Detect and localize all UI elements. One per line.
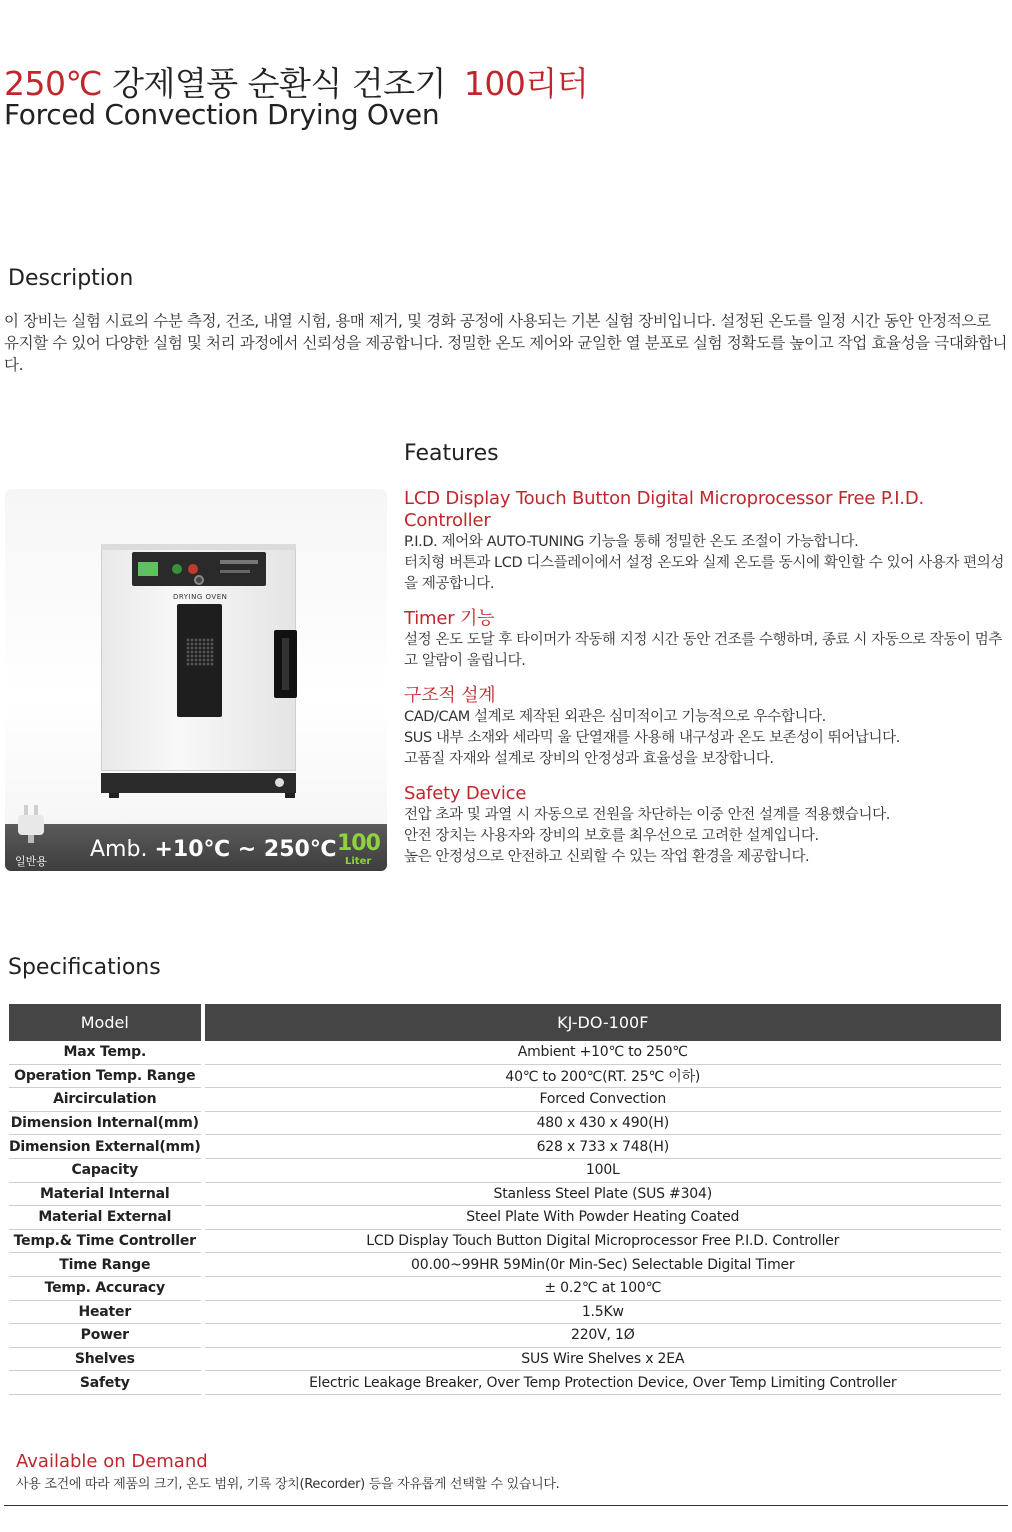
panel-text-mark	[220, 560, 258, 564]
page-subtitle: Forced Convection Drying Oven	[4, 98, 440, 131]
spec-value: ± 0.2℃ at 100℃	[205, 1277, 1001, 1301]
table-row	[9, 1277, 1001, 1301]
spec-value: Electric Leakage Breaker, Over Temp Protection Device, Over Temp Limiting Controller	[205, 1371, 1001, 1395]
spec-label: Max Temp.	[9, 1041, 201, 1065]
bottom-divider	[4, 1505, 1008, 1506]
feature-line: 전압 초과 및 과열 시 자동으로 전원을 차단하는 이중 안전 설계를 적용했습니다.	[404, 807, 890, 823]
spec-value: SUS Wire Shelves x 2EA	[205, 1348, 1001, 1372]
oven-door	[177, 604, 222, 717]
spec-label: Operation Temp. Range	[9, 1065, 201, 1089]
spec-label: Power	[9, 1324, 201, 1348]
spec-label: Time Range	[9, 1253, 201, 1277]
table-row	[9, 1065, 1001, 1089]
feature-line: 안전 장치는 사용자와 장비의 보호를 최우선으로 고려한 설계입니다.	[404, 828, 819, 844]
oven-label: DRYING OVEN	[173, 593, 228, 601]
table-row	[9, 1135, 1001, 1159]
description-text: 이 장비는 실험 시료의 수분 측정, 건조, 내열 시험, 용매 제거, 및 경화 공정에 사용되는 기본 실험 장비입니다. 설정된 온도를 일정 시간 동안 안정적으로 유지할 수 있어 다양한 실험 및 처리 과정에서 신뢰성을 제공합니다. 정밀한 온도 제어와 균일한 열 분포로 실험 정확도를 높이고 작업 효율성을 극대화합니다.	[4, 312, 1008, 374]
feature-line: 설정 온도 도달 후 타이머가 작동해 지정 시간 동안 건조를 수행하며, 종료 시 자동으로 작동이 멈추고 알람이 울립니다.	[404, 632, 1003, 669]
spec-label: Temp.& Time Controller	[9, 1230, 201, 1254]
table-row	[9, 1371, 1001, 1395]
table-row	[9, 1348, 1001, 1372]
available-text: 사용 조건에 따라 제품의 크기, 온도 범위, 기록 장치(Recorder) 등을 자유롭게 선택할 수 있습니다.	[16, 1477, 560, 1492]
features-heading: Features	[404, 441, 499, 466]
feature-title: Safety Device	[404, 783, 527, 804]
spec-label: Dimension External(mm)	[9, 1135, 201, 1159]
feature-line: 높은 안정성으로 안전하고 신뢰할 수 있는 작업 환경을 제공합니다.	[404, 849, 810, 865]
available-heading: Available on Demand	[16, 1451, 208, 1472]
spec-value: 100L	[205, 1159, 1001, 1183]
spec-value: 1.5Kw	[205, 1301, 1001, 1325]
spec-label: Material External	[9, 1206, 201, 1230]
feature-line: CAD/CAM 설계로 제작된 외관은 심미적이고 기능적으로 우수합니다.	[404, 709, 826, 725]
spec-label: Dimension Internal(mm)	[9, 1112, 201, 1136]
feature-title: Timer 기능	[404, 608, 495, 629]
oven-base	[101, 773, 296, 793]
table-row	[9, 1112, 1001, 1136]
feature-line: 터치형 버튼과 LCD 디스플레이에서 설정 온도와 실제 온도를 동시에 확인할 수 있어 사용자 편의성을 제공합니다.	[404, 555, 1004, 592]
feature-item	[404, 685, 1004, 770]
panel-button-red	[188, 564, 198, 574]
feature-item	[404, 608, 1004, 672]
table-row	[9, 1230, 1001, 1254]
feature-line: 고품질 자재와 설계로 장비의 안정성과 효율성을 보장합니다.	[404, 751, 774, 767]
spec-header-value: KJ-DO-100F	[205, 1004, 1001, 1041]
table-row	[9, 1183, 1001, 1207]
ambient-range	[90, 837, 336, 862]
description-heading: Description	[8, 266, 134, 291]
table-row	[9, 1301, 1001, 1325]
spec-value: LCD Display Touch Button Digital Microprocessor Free P.I.D. Controller	[205, 1230, 1001, 1254]
liter-label: Liter	[345, 856, 372, 867]
oven-foot	[109, 793, 119, 798]
feature-item	[404, 488, 1004, 595]
spec-value: 220V, 1Ø	[205, 1324, 1001, 1348]
title-capacity: 100리터	[463, 64, 589, 103]
oven-top	[101, 544, 296, 550]
product-image	[5, 489, 387, 871]
spec-header-row	[9, 1004, 1001, 1041]
spec-value: 480 x 430 x 490(H)	[205, 1112, 1001, 1136]
general-use-label: 일반용	[15, 855, 47, 868]
spec-label: Temp. Accuracy	[9, 1277, 201, 1301]
feature-title: 구조적 설계	[404, 685, 496, 706]
specifications-heading: Specifications	[8, 955, 161, 980]
spec-label: Safety	[9, 1371, 201, 1395]
panel-text-mark	[220, 570, 250, 573]
spec-value: 40℃ to 200℃(RT. 25℃ 이하)	[205, 1065, 1001, 1089]
ambient-prefix: Amb.	[90, 837, 148, 862]
spec-label: Material Internal	[9, 1183, 201, 1207]
spec-value: Steel Plate With Powder Heating Coated	[205, 1206, 1001, 1230]
spec-value: Forced Convection	[205, 1088, 1001, 1112]
table-row	[9, 1206, 1001, 1230]
feature-item	[404, 783, 1004, 868]
grill	[186, 638, 214, 666]
title-temp: 250℃	[4, 64, 103, 103]
spec-value: 00.00~99HR 59Min(0r Min-Sec) Selectable Digital Timer	[205, 1253, 1001, 1277]
feature-title: LCD Display Touch Button Digital Microprocessor Free P.I.D. Controller	[404, 488, 924, 531]
feature-line: P.I.D. 제어와 AUTO-TUNING 기능을 통해 정밀한 온도 조절이 가능합니다.	[404, 534, 859, 550]
spec-label: Aircirculation	[9, 1088, 201, 1112]
table-row	[9, 1253, 1001, 1277]
title-korean: 강제열풍 순환식 건조기	[112, 64, 446, 103]
spec-label: Capacity	[9, 1159, 201, 1183]
spec-value: Stanless Steel Plate (SUS #304)	[205, 1183, 1001, 1207]
feature-line: SUS 내부 소재와 세라믹 울 단열재를 사용해 내구성과 온도 보존성이 뛰어납니다.	[404, 730, 900, 746]
table-row	[9, 1159, 1001, 1183]
spec-value: 628 x 733 x 748(H)	[205, 1135, 1001, 1159]
table-row	[9, 1324, 1001, 1348]
table-row	[9, 1088, 1001, 1112]
panel-button-green	[172, 564, 182, 574]
spec-label: Shelves	[9, 1348, 201, 1372]
base-switch	[275, 778, 284, 787]
plug-icon	[15, 805, 47, 841]
spec-header-label: Model	[9, 1004, 201, 1041]
oven-handle	[274, 630, 297, 698]
liter-number: 100	[337, 831, 380, 856]
spec-label: Heater	[9, 1301, 201, 1325]
spec-value: Ambient +10℃ to 250℃	[205, 1041, 1001, 1065]
table-row	[9, 1041, 1001, 1065]
lcd-screen	[138, 562, 158, 576]
knob-icon	[194, 575, 204, 585]
spec-table	[9, 1004, 1001, 1395]
features-list	[404, 488, 1004, 881]
oven-foot	[285, 793, 295, 798]
ambient-value: +10℃ ~ 250℃	[154, 837, 337, 862]
